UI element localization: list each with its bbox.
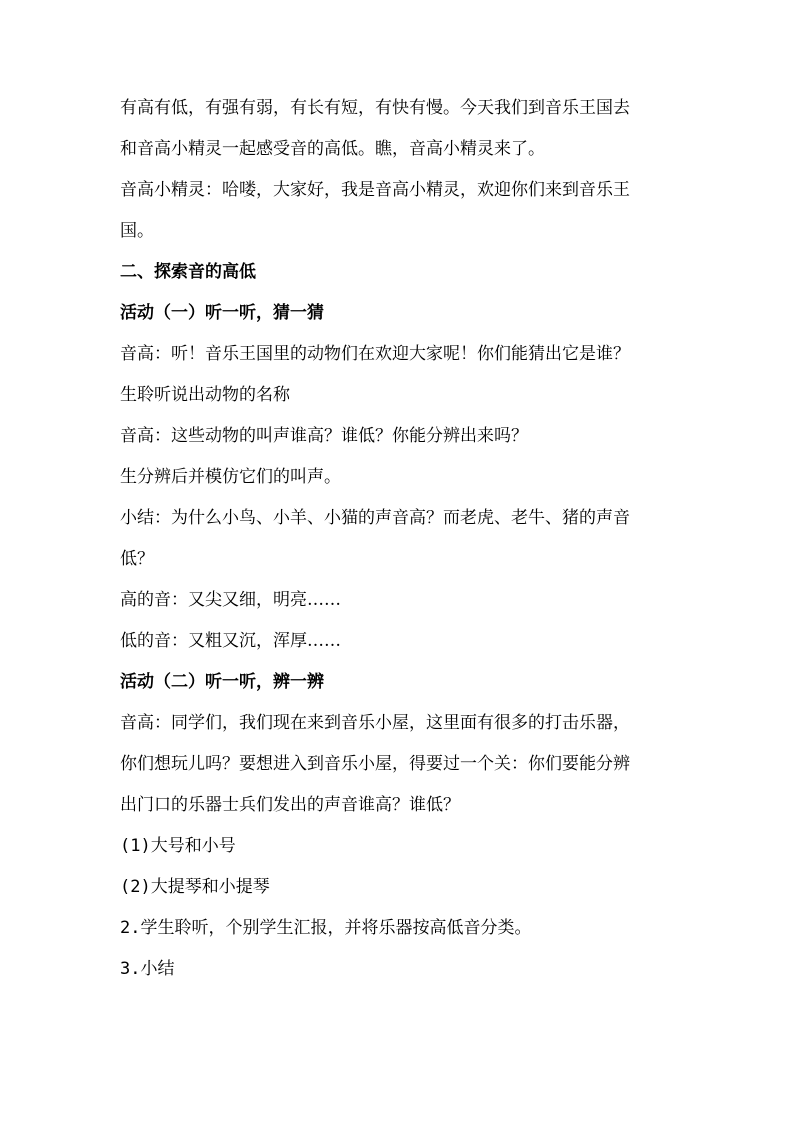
- paragraph-line: 出门口的乐器士兵们发出的声音谁高？谁低？: [120, 795, 460, 815]
- paragraph-line: 低？: [120, 549, 154, 569]
- paragraph-line: 你们想玩儿吗？要想进入到音乐小屋，得要过一个关：你们要能分辨: [120, 754, 630, 774]
- paragraph-line: 音高：这些动物的叫声谁高？谁低？你能分辨出来吗？: [120, 426, 528, 446]
- paragraph-line: 音高：听！音乐王国里的动物们在欢迎大家呢！你们能猜出它是谁？: [120, 344, 630, 364]
- activity-heading: 活动（二）听一听，辨一辨: [120, 672, 324, 692]
- list-item: (1)大号和小号: [120, 836, 236, 856]
- paragraph-line: 音高小精灵：哈喽，大家好，我是音高小精灵，欢迎你们来到音乐王: [120, 180, 630, 200]
- paragraph-line: 小结：为什么小鸟、小羊、小猫的声音高？而老虎、老牛、猪的声音: [120, 508, 630, 528]
- paragraph-line: 音高：同学们，我们现在来到音乐小屋，这里面有很多的打击乐器，: [120, 713, 630, 733]
- paragraph-line: 生分辨后并模仿它们的叫声。: [120, 467, 341, 487]
- activity-heading: 活动（一）听一听，猜一猜: [120, 303, 324, 323]
- numbered-step: 3.小结: [120, 959, 175, 979]
- paragraph-line: 和音高小精灵一起感受音的高低。瞧，音高小精灵来了。: [120, 139, 545, 159]
- paragraph-line: 有高有低，有强有弱，有长有短，有快有慢。今天我们到音乐王国去: [120, 98, 630, 118]
- paragraph-line: 国。: [120, 221, 154, 241]
- numbered-step: 2.学生聆听，个别学生汇报，并将乐器按高低音分类。: [120, 918, 532, 938]
- document-body: [120, 98, 680, 1000]
- section-heading: 二、探索音的高低: [120, 262, 256, 282]
- paragraph-line: 低的音：又粗又沉，浑厚……: [120, 631, 341, 651]
- list-item: (2)大提琴和小提琴: [120, 877, 270, 897]
- paragraph-line: 生聆听说出动物的名称: [120, 385, 290, 405]
- paragraph-line: 高的音：又尖又细，明亮……: [120, 590, 341, 610]
